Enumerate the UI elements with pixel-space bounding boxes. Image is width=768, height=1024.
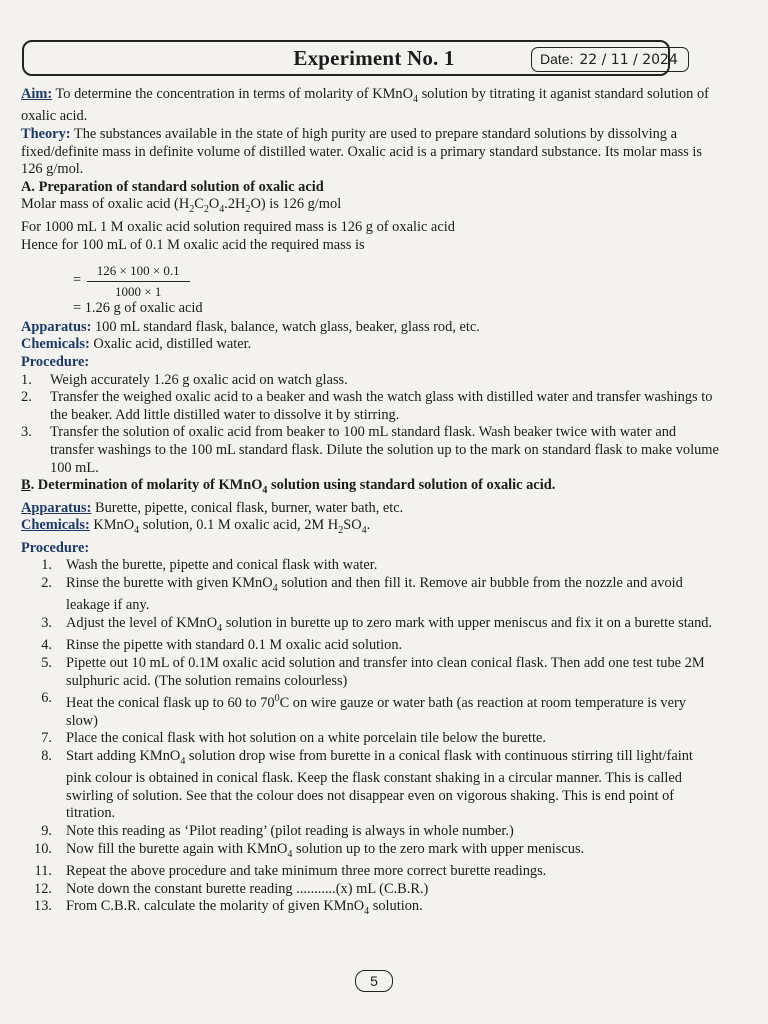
step-text: Transfer the weighed oxalic acid to a beaker and wash the watch glass with distilled water and transfer washings to the beaker. Add little distilled water to dissolve it by stirring.: [50, 389, 713, 423]
section-a-line-1: Molar mass of oxalic acid $(H_2C_2O_4.2H_2O)$ is 126 g/mol: [21, 196, 342, 216]
step-text: From C.B.R. calculate the molarity of given KMnO$_4$ solution.: [66, 898, 423, 918]
section-a-steps: [21, 372, 721, 478]
section-a-apparatus: [21, 319, 721, 337]
chemicals-text: Oxalic acid, distilled water.: [93, 336, 252, 353]
list-item: [21, 863, 721, 881]
mass-result: = 1.26 g of oxalic acid: [73, 300, 203, 317]
step-number: 2.: [41, 574, 52, 591]
list-item: [21, 615, 721, 637]
chemicals-label: Chemicals:: [21, 336, 90, 353]
list-item: [21, 557, 721, 575]
aim-paragraph: [21, 86, 721, 126]
section-b-apparatus: [21, 500, 721, 518]
fraction: [87, 262, 190, 300]
section-b-procedure-label: Procedure:: [21, 539, 90, 556]
aim-text: To determine the concentration in terms of molarity of KMnO$_4$ solution by titrating it aganist standard solution of oxalic acid.: [21, 86, 709, 125]
fraction-numerator: 126 × 100 × 0.1: [87, 262, 190, 282]
step-text: Repeat the above procedure and take minimum three more correct burette readings.: [66, 863, 547, 880]
list-item: [21, 730, 721, 748]
step-number: 1.: [41, 557, 52, 574]
list-item: [21, 823, 721, 841]
step-text: Heat the conical flask up to 60 to $70^0C$ on wire gauze or water bath (as reaction at room temperature is very slow): [66, 693, 686, 729]
section-a-procedure-label: Procedure:: [21, 354, 90, 371]
theory-text: The substances available in the state of high purity are used to prepare standard solutions by dissolving a fixed/definite mass in definite volume of distilled water. Oxalic acid is a primary standard substance. Its molar mass is 126 g/mol.: [21, 126, 702, 178]
step-text: Pipette out 10 mL of 0.1M oxalic acid solution and transfer into clean conical flask. Then add one test tube 2M sulphuric acid. (The solution remains colourless): [66, 655, 705, 689]
chemicals-text: KMnO$_4$ solution, 0.1 M oxalic acid, 2M $H_2SO_4$.: [93, 517, 371, 537]
step-number: 1.: [21, 371, 32, 388]
aim-label: Aim:: [21, 86, 53, 102]
list-item: [21, 575, 721, 615]
step-number: 12.: [34, 880, 52, 897]
experiment-title: Experiment No. 1: [293, 46, 455, 70]
step-text: Adjust the level of KMnO$_4$ solution in burette up to zero mark with upper meniscus and fix it on a burette stand.: [66, 615, 713, 634]
step-number: 4.: [41, 637, 52, 654]
section-b-heading: B. Determination of molarity of KMnO$_4$ solution using standard solution of oxalic acid.: [21, 477, 556, 497]
step-text: Now fill the burette again with KMnO$_4$ solution up to the zero mark with upper meniscus.: [66, 840, 585, 860]
step-number: 3.: [41, 615, 52, 631]
chemicals-label: Chemicals:: [21, 517, 90, 534]
section-b-steps: [21, 557, 721, 920]
step-text: Weigh accurately 1.26 g oxalic acid on watch glass.: [50, 371, 348, 388]
theory-label: Theory:: [21, 126, 71, 143]
step-text: Place the conical flask with hot solution on a white porcelain tile below the burette.: [66, 730, 546, 747]
list-item: [21, 881, 721, 899]
date-value: 22 / 11 / 2024: [579, 52, 678, 68]
list-item: [21, 748, 721, 823]
apparatus-label: Apparatus:: [21, 499, 92, 516]
step-number: 9.: [41, 823, 52, 840]
section-b-chemicals: [21, 517, 721, 539]
step-number: 6.: [41, 690, 52, 707]
list-item: [21, 841, 721, 863]
list-item: [21, 655, 721, 690]
mass-calculation: [73, 262, 721, 300]
step-number: 2.: [21, 389, 32, 406]
list-item: [21, 637, 721, 655]
list-item: [21, 898, 721, 920]
step-number: 7.: [41, 730, 52, 747]
date-label: Date:: [540, 51, 574, 67]
section-a-line-2: For 1000 mL 1 M oxalic acid solution required mass is 126 g of oxalic acid: [21, 218, 455, 235]
list-item: [21, 424, 721, 477]
document-body: [21, 86, 721, 921]
step-number: 10.: [34, 840, 52, 857]
step-number: 8.: [41, 747, 52, 764]
list-item: [21, 690, 721, 730]
step-text: Note down the constant burette reading ...........(x) mL (C.B.R.): [66, 880, 429, 897]
step-text: Rinse the burette with given KMnO$_4$ solution and then fill it. Remove air bubble from the nozzle and avoid leakage if any.: [66, 574, 683, 614]
list-item: [21, 372, 721, 390]
step-number: 13.: [34, 898, 52, 915]
step-text: Wash the burette, pipette and conical flask with water.: [66, 557, 378, 574]
theory-paragraph: [21, 126, 721, 179]
experiment-header-box: [22, 40, 678, 76]
section-a-heading: A. Preparation of standard solution of oxalic acid: [21, 178, 324, 195]
section-a-chemicals: [21, 336, 721, 354]
step-text: Rinse the pipette with standard 0.1 M oxalic acid solution.: [66, 637, 403, 654]
step-number: 11.: [34, 863, 52, 880]
section-a-line-3: Hence for 100 mL of 0.1 M oxalic acid the required mass is: [21, 236, 365, 253]
list-item: [21, 389, 721, 424]
step-text: Transfer the solution of oxalic acid from beaker to 100 mL standard flask. Wash beaker twice with water and transfer washings to the 100 mL standard flask. Dilute the solution up to the mark on standard flask to make volume 100 mL.: [50, 424, 719, 476]
apparatus-label: Apparatus:: [21, 318, 92, 335]
equals-sign: =: [73, 272, 82, 289]
step-text: Note this reading as ‘Pilot reading’ (pilot reading is always in whole number.): [66, 823, 514, 840]
page-number: 5: [355, 970, 393, 992]
apparatus-text: Burette, pipette, conical flask, burner, water bath, etc.: [94, 499, 404, 516]
apparatus-text: 100 mL standard flask, balance, watch glass, beaker, glass rod, etc.: [94, 318, 480, 335]
step-text: Start adding KMnO$_4$ solution drop wise from burette in a conical flask with continuous stirring till light/faint pink colour is obtained in conical flask. Keep the flask constant shaking in a circular manner. This is called swirling of solution. See that the colour does not disappear even on vigorous shaking. This is end point of titration.: [66, 747, 693, 822]
fraction-denominator: 1000 × 1: [115, 283, 162, 299]
date-box: [531, 47, 689, 72]
step-number: 3.: [21, 424, 32, 441]
step-number: 5.: [41, 655, 52, 672]
